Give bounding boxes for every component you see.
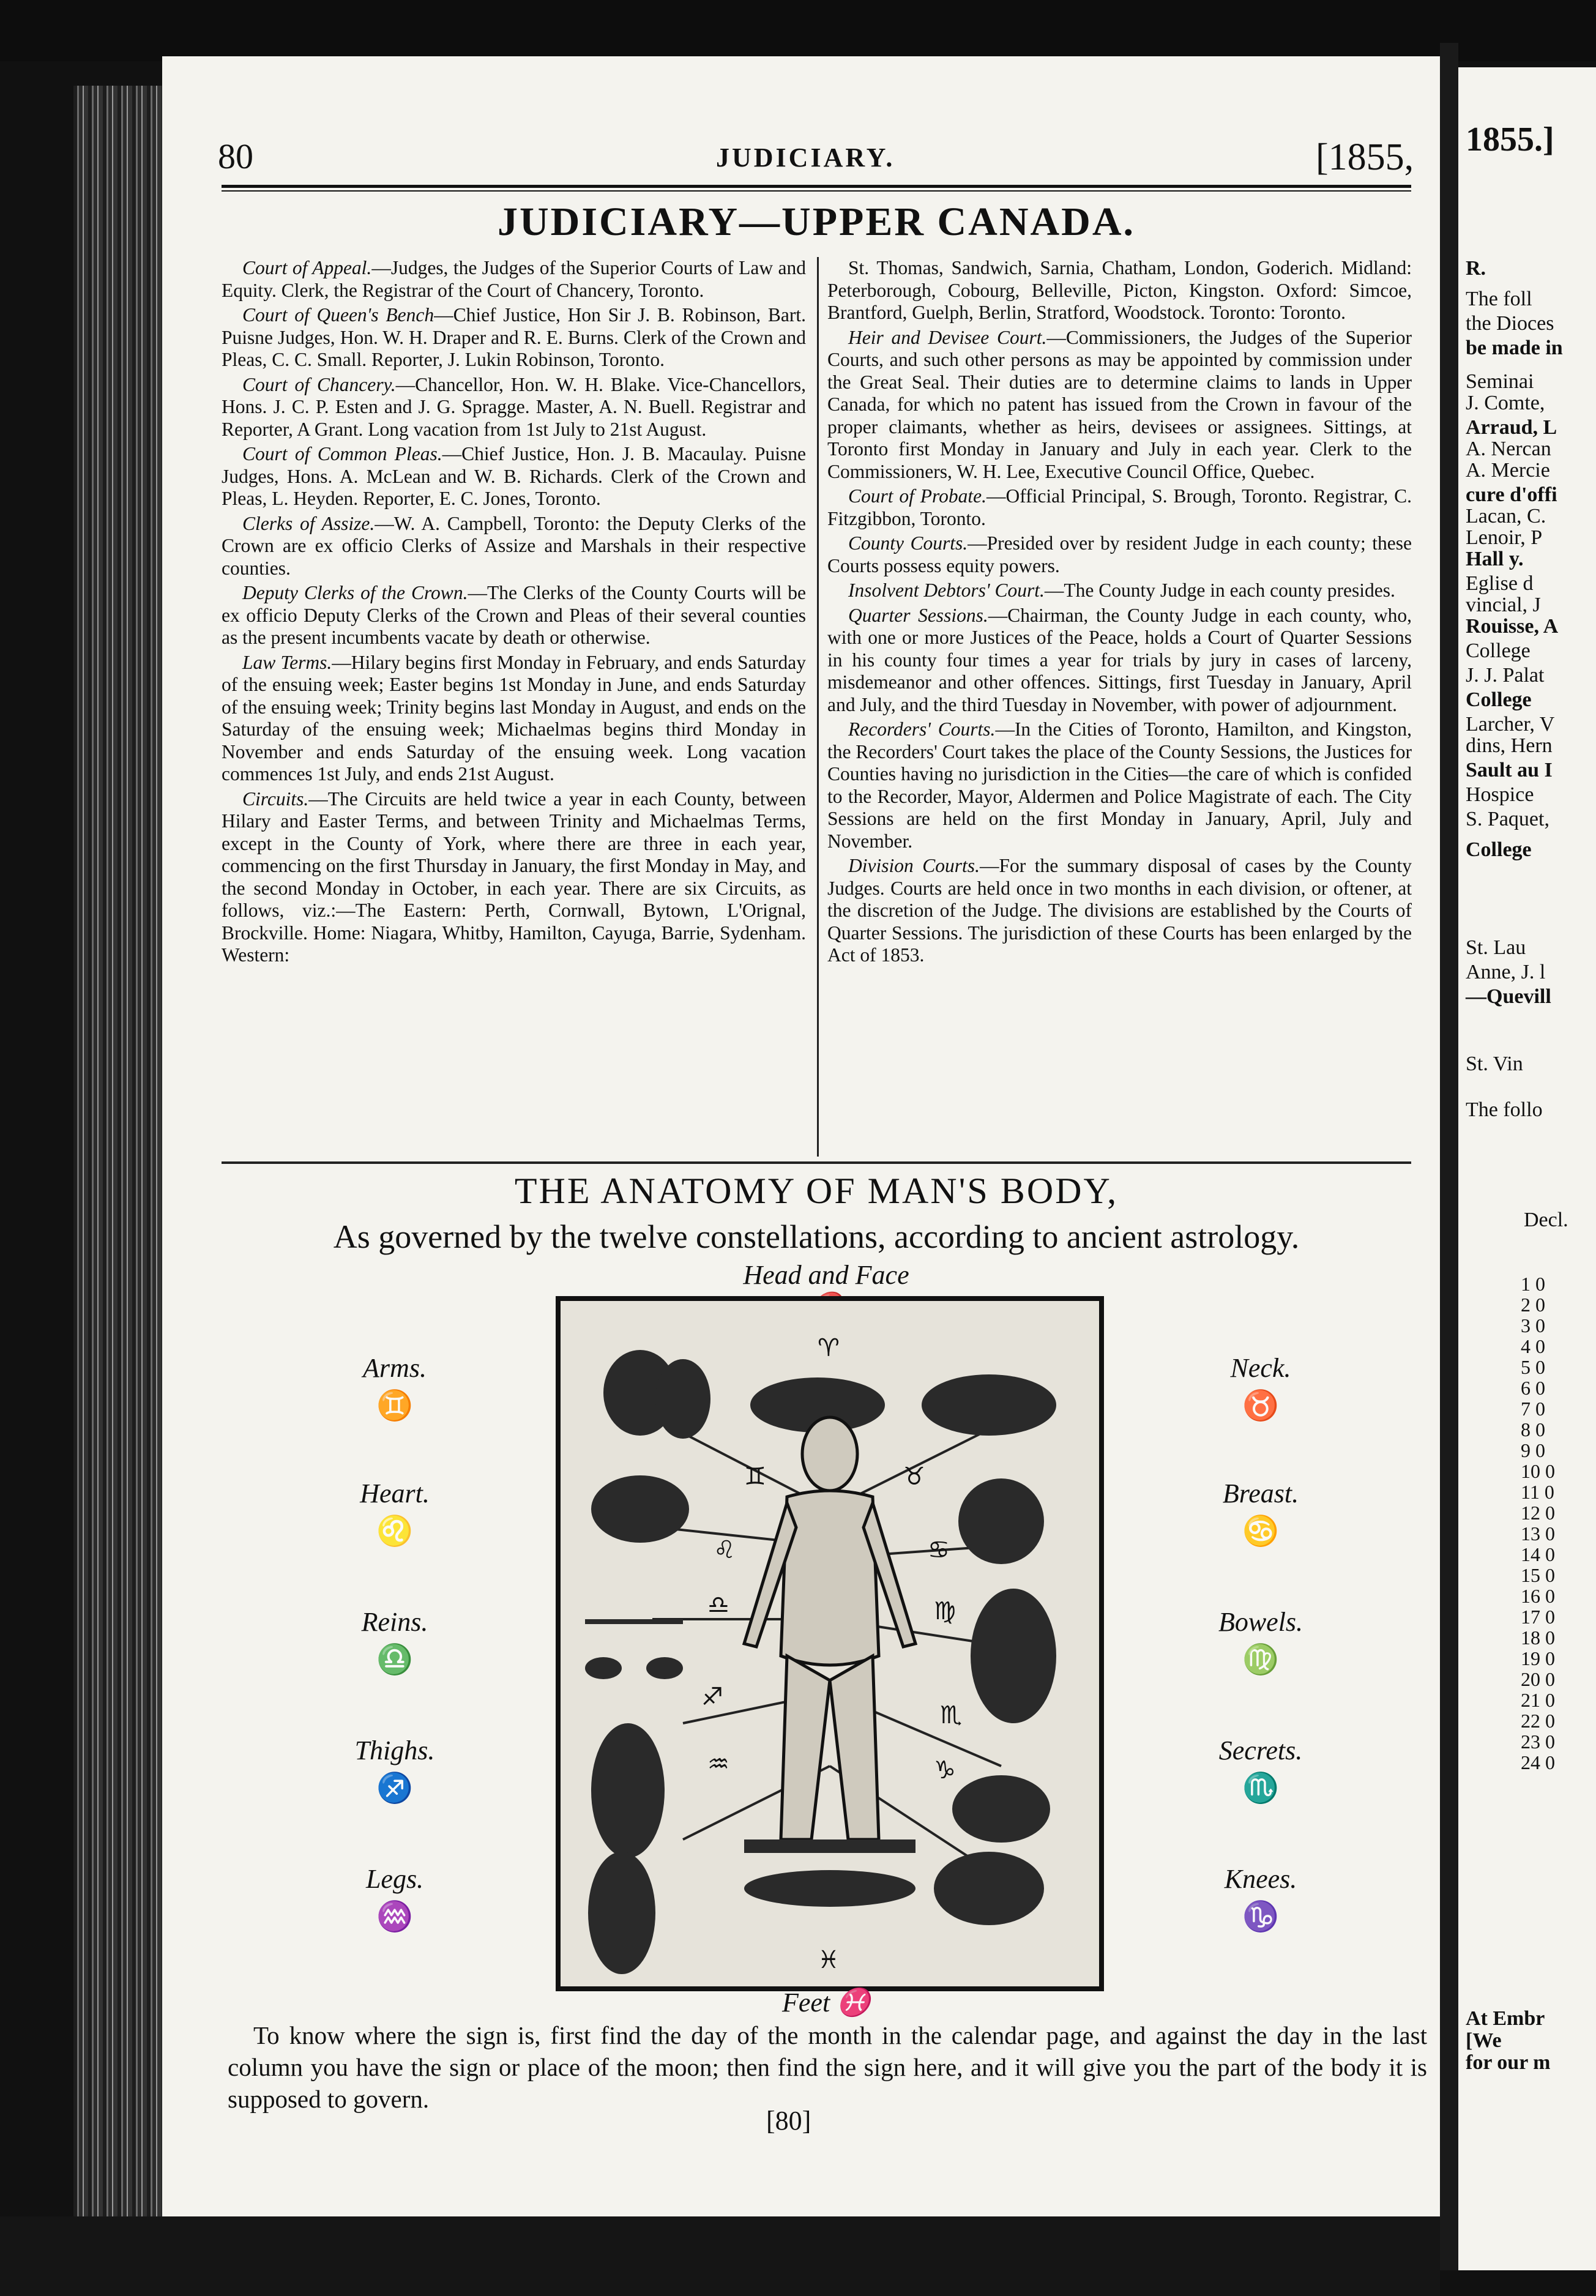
feet-label: Feet ♓ (782, 1988, 870, 2018)
paragraph-body: —Chief Justice, Hon Sir J. B. Robinson, Bart. Puisne Judges, Hon. W. H. Draper and R. E. Burns. Clerk of the Crown and Pleas, C. C. Small. Reporter, J. Lukin Robinson, Toronto. (222, 304, 806, 370)
running-title: JUDICIARY. (716, 143, 895, 173)
facing-page-line: —Quevill (1466, 985, 1551, 1008)
facing-table-row: 14 0 (1521, 1543, 1555, 1565)
woodcut-gemini-sign: ♊ (744, 1463, 766, 1491)
facing-page-line: Lacan, C. (1466, 505, 1546, 527)
paragraph-body: —Chief Justice, Hon. J. B. Macaulay. Puisne Judges, Hons. A. McLean and W. B. Richards. Clerk of the Crown and Pleas, L. Heyden. Reporter, E. C. Jones, Toronto. (222, 443, 806, 509)
facing-table-row: 11 0 (1521, 1481, 1554, 1503)
anatomy-subtitle: As governed by the twelve constellations, according to ancient astrology. (333, 1218, 1300, 1255)
paragraph-heading: Court of Chancery. (242, 373, 396, 395)
column-divider (817, 257, 819, 1157)
facing-table-header: Decl. (1524, 1209, 1568, 1231)
woodcut-leo-sign: ♌ (714, 1536, 736, 1564)
paragraph-body: —In the Cities of Toronto, Hamilton, and Kingston, the Recorders' Court takes the place of the County Sessions, the Justices for Counties having no jurisdiction in the Cities—the care of which is confided to the Recorder, Mayor, Aldermen and Police Magistrate of each. The City Sessions are held on the first Monday in January, April, July and November. (827, 718, 1412, 852)
facing-page-line: Arraud, L (1466, 416, 1557, 439)
left-body-part-label: Arms. (363, 1353, 427, 1383)
paragraph-heading: Division Courts. (848, 855, 980, 876)
facing-page-line: A. Nercan (1466, 438, 1551, 460)
woodcut-cancer-sign: ♋ (928, 1536, 950, 1564)
facing-table-row: 6 0 (1521, 1377, 1545, 1399)
paragraph (827, 718, 1412, 852)
right-body-part-label: Secrets. (1218, 1735, 1303, 1765)
woodcut-libra-sign: ♎ (707, 1591, 729, 1619)
facing-page-line: Anne, J. l (1466, 961, 1546, 983)
facing-table-row: 3 0 (1521, 1314, 1545, 1336)
facing-table-row: 20 0 (1521, 1668, 1555, 1690)
facing-table-row: 15 0 (1521, 1564, 1555, 1586)
paragraph-heading: Law Terms. (242, 651, 332, 673)
facing-page-line: College (1466, 688, 1532, 711)
header-rule-thin (222, 190, 1411, 192)
paragraph-heading: Quarter Sessions. (848, 604, 988, 626)
paragraph (827, 605, 1412, 717)
facing-page-line: cure d'offi (1466, 483, 1557, 506)
paragraph-heading: Court of Appeal. (242, 257, 372, 278)
paragraph-body: —Judges, the Judges of the Superior Courts of Law and Equity. Clerk, the Registrar of the Court of Chancery, Toronto. (222, 257, 806, 301)
section-divider (222, 1161, 1411, 1164)
woodcut-capricorn-sign: ♑ (934, 1756, 956, 1784)
facing-page-line: College (1466, 639, 1531, 662)
facing-table-row: 16 0 (1521, 1585, 1555, 1607)
paragraph-body: —W. A. Campbell, Toronto: the Deputy Clerks of the Crown are ex officio Clerks of Assize and Marshals in their respective counties. (222, 512, 806, 579)
paragraph (222, 374, 806, 441)
facing-page-line: Lenoir, P (1466, 526, 1543, 549)
facing-table-row: 18 0 (1521, 1627, 1555, 1649)
facing-table-row: 9 0 (1521, 1439, 1545, 1461)
paragraph-body: —For the summary disposal of cases by the County Judges. Courts are held once in two months in each division, or oftener, at the discretion of the Judge. The divisions are established by the Courts of Quarter Sessions. The jurisdiction of these Courts has been enlarged by the Act of 1853. (827, 855, 1412, 966)
facing-page-line: The follo (1466, 1098, 1543, 1121)
facing-page-line: The foll (1466, 288, 1532, 310)
paragraph-heading: Circuits. (242, 788, 309, 810)
paragraph-body: —The County Judge in each county presides. (1044, 580, 1395, 601)
header-rule-thick (222, 185, 1411, 188)
left-zodiac-symbol: ♌ (376, 1515, 413, 1548)
left-zodiac-symbol: ♒ (376, 1901, 413, 1933)
paragraph (222, 788, 806, 967)
facing-page-bottom-line: At Embr (1466, 2007, 1545, 2030)
paragraph (827, 485, 1412, 530)
facing-table-row: 4 0 (1521, 1335, 1545, 1357)
woodcut-pisces-sign: ♓ (818, 1946, 840, 1974)
left-body-part-label: Legs. (365, 1864, 424, 1894)
left-body-part-label: Heart. (360, 1478, 430, 1508)
facing-page-year: 1855.] (1466, 121, 1554, 158)
facing-page-line: Seminai (1466, 370, 1534, 393)
facing-page-line: Sault au I (1466, 759, 1553, 781)
facing-page-line: vincial, J (1466, 594, 1541, 616)
paragraph-body: St. Thomas, Sandwich, Sarnia, Chatham, London, Goderich. Midland: Peterborough, Cobourg, Belleville, Picton, Kingston. Oxford: Simcoe, Brantford, Guelph, Berlin, Stratford, Woodstock. Toronto: Toronto. (827, 257, 1412, 323)
zodiac-man-woodcut (556, 1296, 1104, 1991)
paragraph-heading: Insolvent Debtors' Court. (848, 580, 1045, 601)
zodiac-man-illustration (561, 1301, 1099, 1986)
paragraph (827, 580, 1412, 602)
paragraph-body: —The Circuits are held twice a year in each County, between Hilary and Easter Terms, and between Trinity and Michaelmas Terms, except in the County of York, where there are three in each year, commencing on the first Thursday in January, the first Monday in May, and the second Monday in October, in each year. There are six Circuits, as follows, viz.:—The Eastern: Perth, Cornwall, Bytown, L'Orignal, Brockville. Home: Niagara, Whitby, Hamilton, Cayuga, Barrie, Sydenham. Western: (222, 788, 806, 966)
left-text-column (222, 257, 806, 969)
scan-background-top (0, 0, 1596, 61)
left-zodiac-symbol: ♎ (376, 1644, 413, 1676)
facing-page-line: Hospice (1466, 783, 1534, 806)
woodcut-aquarius-sign: ♒ (707, 1750, 729, 1778)
woodcut-virgo-sign: ♍ (934, 1597, 956, 1625)
paragraph-body: —The Clerks of the County Courts will be ex officio Deputy Clerks of the Crown and Pleas of their several counties as the present incumbents vacate by death or otherwise. (222, 582, 806, 648)
paragraph-body: —Commissioners, the Judges of the Superior Courts, and such other persons as may be appointed by commission under the Great Seal. Their duties are to determine claims to lands in Upper Canada, for which no patent has issued from the Crown in favour of the proper claimants, whether as heirs, devisees or assignees. Sittings, at Toronto first Monday in January and July in each year. Clerk to the Commissioners, W. H. Lee, Executive Council Office, Quebec. (827, 326, 1412, 482)
right-body-part-label: Breast. (1222, 1478, 1299, 1508)
scan-background-bottom (0, 2216, 1440, 2296)
facing-page-bottom-line: for our m (1466, 2051, 1551, 2074)
head-face-label: Head and Face (743, 1260, 909, 1290)
right-zodiac-symbol: ♏ (1242, 1772, 1279, 1805)
page-year: [1855, (1316, 136, 1414, 178)
woodcut-aries-sign: ♈ (818, 1334, 840, 1362)
paragraph (222, 257, 806, 302)
facing-page-line: College (1466, 838, 1532, 861)
left-zodiac-symbol: ♊ (376, 1390, 413, 1422)
facing-table-row: 8 0 (1521, 1418, 1545, 1441)
right-zodiac-symbol: ♍ (1242, 1644, 1279, 1676)
right-body-part-label: Neck. (1230, 1353, 1291, 1383)
paragraph (222, 443, 806, 510)
facing-table-row: 22 0 (1521, 1710, 1555, 1732)
facing-table-row: 24 0 (1521, 1751, 1555, 1773)
facing-table-row: 7 0 (1521, 1398, 1545, 1420)
paragraph-body: —Official Principal, S. Brough, Toronto. Registrar, C. Fitzgibbon, Toronto. (827, 485, 1412, 529)
right-zodiac-symbol: ♉ (1242, 1390, 1279, 1422)
woodcut-scorpio-sign: ♏ (940, 1701, 962, 1729)
facing-page-line: dins, Hern (1466, 734, 1553, 757)
facing-page-line: Eglise d (1466, 572, 1534, 595)
woodcut-sagittarius-sign: ♐ (701, 1683, 723, 1711)
paragraph (222, 652, 806, 786)
left-body-part-label: Reins. (361, 1607, 428, 1637)
paragraph (222, 304, 806, 371)
footer-page-number: [80] (766, 2106, 811, 2136)
facing-table-row: 5 0 (1521, 1356, 1545, 1378)
right-zodiac-symbol: ♋ (1242, 1515, 1279, 1548)
facing-page-line: J. Comte, (1466, 392, 1545, 414)
facing-page-line: A. Mercie (1466, 459, 1550, 482)
instruction-paragraph (228, 2019, 1427, 2115)
instruction-text: To know where the sign is, first find the day of the month in the calendar page, and against the day in the last column you have the sign or place of the moon; then find the sign here, and it will give you the part of the body it is supposed to govern. (228, 2021, 1427, 2113)
facing-page-bottom-line: [We (1466, 2029, 1502, 2052)
paragraph-heading: Court of Queen's Bench (242, 304, 434, 326)
paragraph-body: —Hilary begins first Monday in February, and ends Saturday of the ensuing week; Easter begins 1st Monday in June, and ends Saturday of the ensuing week; Trinity begins last Monday in August, and ends on the Saturday of the ensuing week; Michaelmas begins third Monday in November and ends Saturday of the ensuing week. Long vacation commences 1st July, and ends 21st August. (222, 651, 806, 785)
paragraph-body: —Chairman, the County Judge in each county, who, with one or more Justices of the Peace, holds a Court of Quarter Sessions in his county four times a year for trials by jury in cases of larceny, misdemeanor and other offences. Sittings, first Tuesday in January, April and July, and the third Tuesday in November, with power of adjournment. (827, 604, 1412, 715)
right-body-part-label: Knees. (1224, 1864, 1297, 1894)
facing-page-line: the Dioces (1466, 312, 1554, 335)
page-number: 80 (218, 136, 253, 176)
paragraph (827, 327, 1412, 483)
paragraph (827, 855, 1412, 967)
facing-table-row: 12 0 (1521, 1502, 1555, 1524)
paragraph-heading: Deputy Clerks of the Crown. (242, 582, 468, 603)
facing-page-line: S. Paquet, (1466, 808, 1549, 830)
anatomy-title: THE ANATOMY OF MAN'S BODY, (514, 1171, 1119, 1211)
left-body-part-label: Thighs. (354, 1735, 435, 1765)
page-gutter (1440, 43, 1458, 2270)
paragraph-heading: Recorders' Courts. (848, 718, 996, 740)
facing-table-row: 21 0 (1521, 1689, 1555, 1711)
facing-page-line: Hall y. (1466, 548, 1524, 570)
facing-table-row: 13 0 (1521, 1523, 1555, 1545)
paragraph-heading: Court of Common Pleas. (242, 443, 442, 464)
facing-page-line: St. Lau (1466, 936, 1526, 959)
book-spine-edge (73, 86, 169, 2234)
paragraph-body: —Chancellor, Hon. W. H. Blake. Vice-Chancellors, Hons. J. C. P. Esten and J. G. Spragge. Master, A. N. Buell. Registrar and Reporter, A Grant. Long vacation from 1st July to 21st August. (222, 373, 806, 440)
facing-table-row: 10 0 (1521, 1460, 1555, 1482)
paragraph-heading: Heir and Devisee Court. (848, 326, 1047, 348)
paragraph-heading: County Courts. (848, 532, 968, 554)
section-title: JUDICIARY—UPPER CANADA. (498, 199, 1135, 244)
paragraph (827, 532, 1412, 577)
right-text-column (827, 257, 1412, 969)
facing-page-line: R. (1466, 257, 1486, 280)
facing-page-line: Larcher, V (1466, 713, 1555, 736)
right-zodiac-symbol: ♑ (1242, 1901, 1279, 1933)
paragraph (222, 513, 806, 580)
facing-table-row: 17 0 (1521, 1606, 1555, 1628)
paragraph (222, 582, 806, 649)
facing-table-row: 19 0 (1521, 1647, 1555, 1669)
facing-page-line: Rouisse, A (1466, 615, 1559, 638)
woodcut-taurus-sign: ♉ (903, 1463, 925, 1491)
paragraph-heading: Clerks of Assize. (242, 512, 375, 534)
facing-table-row: 23 0 (1521, 1731, 1555, 1753)
paragraph-body: —Presided over by resident Judge in each county; these Courts possess equity powers. (827, 532, 1412, 576)
facing-page-line: be made in (1466, 337, 1563, 359)
facing-page-line: J. J. Palat (1466, 664, 1545, 687)
paragraph (827, 257, 1412, 324)
left-zodiac-symbol: ♐ (376, 1772, 413, 1805)
facing-page-line: St. Vin (1466, 1053, 1523, 1075)
right-body-part-label: Bowels. (1218, 1607, 1303, 1637)
facing-table-row: 2 0 (1521, 1294, 1545, 1316)
facing-table-row: 1 0 (1521, 1273, 1545, 1295)
paragraph-heading: Court of Probate. (848, 485, 986, 507)
